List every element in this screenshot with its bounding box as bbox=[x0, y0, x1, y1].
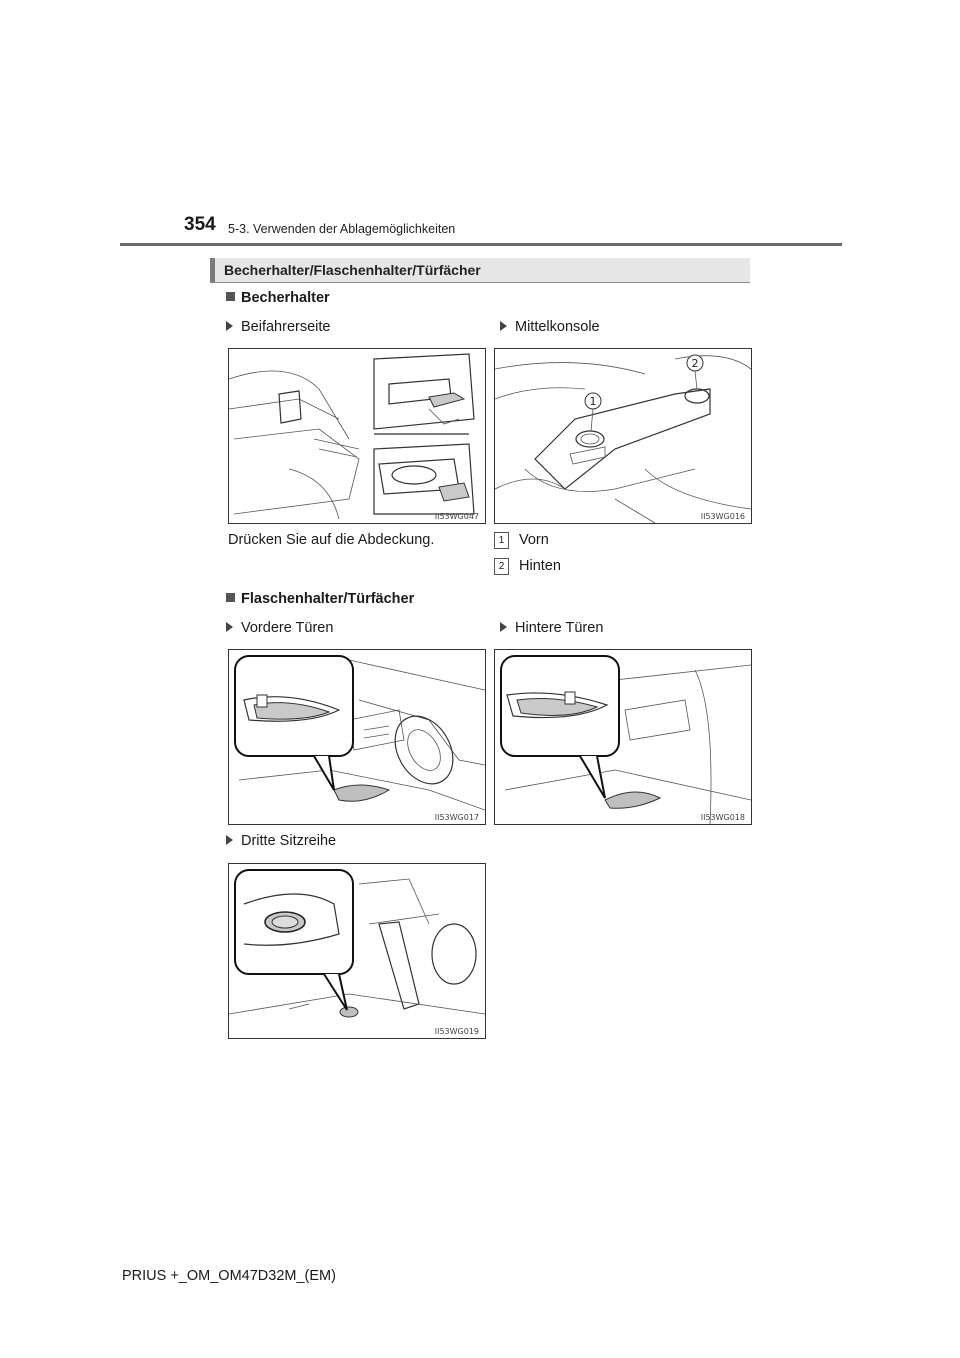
legend-item-front: 1 Vorn bbox=[494, 532, 549, 549]
triangle-bullet-icon bbox=[226, 835, 233, 845]
section-title: Becherhalter/Flaschenhalter/Türfächer bbox=[224, 262, 481, 278]
figure-code: II53WG047 bbox=[434, 512, 479, 521]
chapter-title: 5-3. Verwenden der Ablagemöglichkeiten bbox=[228, 222, 456, 236]
figure-third-row-holder bbox=[228, 863, 486, 1039]
footer-model-code: PRIUS +_OM_OM47D32M_(EM) bbox=[122, 1268, 336, 1284]
front-door-illustration bbox=[229, 650, 485, 824]
figure-code: II53WG019 bbox=[434, 1027, 479, 1036]
front-doors-label: Vordere Türen bbox=[226, 620, 333, 636]
figure-code: II53WG018 bbox=[700, 813, 745, 822]
triangle-bullet-icon bbox=[226, 321, 233, 331]
triangle-bullet-icon bbox=[226, 622, 233, 632]
triangle-bullet-icon bbox=[500, 321, 507, 331]
section-bar-accent bbox=[210, 258, 215, 282]
callout-number-1: 1 bbox=[589, 395, 597, 408]
press-cover-instruction: Drücken Sie auf die Abdeckung. bbox=[228, 532, 435, 548]
passenger-cup-holder-illustration bbox=[229, 349, 485, 523]
figure-center-console bbox=[494, 348, 752, 524]
header-divider bbox=[120, 243, 842, 246]
legend-item-rear: 2 Hinten bbox=[494, 558, 561, 575]
third-row-label: Dritte Sitzreihe bbox=[226, 833, 336, 849]
center-console-illustration bbox=[495, 349, 751, 523]
rear-doors-label: Hintere Türen bbox=[500, 620, 603, 636]
page-number: 354 bbox=[184, 214, 216, 235]
cup-holder-heading: Becherhalter bbox=[226, 290, 330, 306]
section-title-bar bbox=[210, 258, 750, 283]
center-console-label: Mittelkonsole bbox=[500, 319, 600, 335]
rear-door-illustration bbox=[495, 650, 751, 824]
callout-number-2: 2 bbox=[691, 357, 699, 370]
third-row-illustration bbox=[229, 864, 485, 1038]
figure-front-door-pocket bbox=[228, 649, 486, 825]
legend-number: 2 bbox=[494, 558, 509, 575]
square-bullet-icon bbox=[226, 593, 235, 602]
bottle-holder-heading: Flaschenhalter/Türfächer bbox=[226, 591, 414, 607]
triangle-bullet-icon bbox=[500, 622, 507, 632]
figure-rear-door-pocket bbox=[494, 649, 752, 825]
figure-code: II53WG016 bbox=[700, 512, 745, 521]
square-bullet-icon bbox=[226, 292, 235, 301]
legend-number: 1 bbox=[494, 532, 509, 549]
figure-code: II53WG017 bbox=[434, 813, 479, 822]
passenger-side-label: Beifahrerseite bbox=[226, 319, 330, 335]
figure-passenger-cup-holder bbox=[228, 348, 486, 524]
